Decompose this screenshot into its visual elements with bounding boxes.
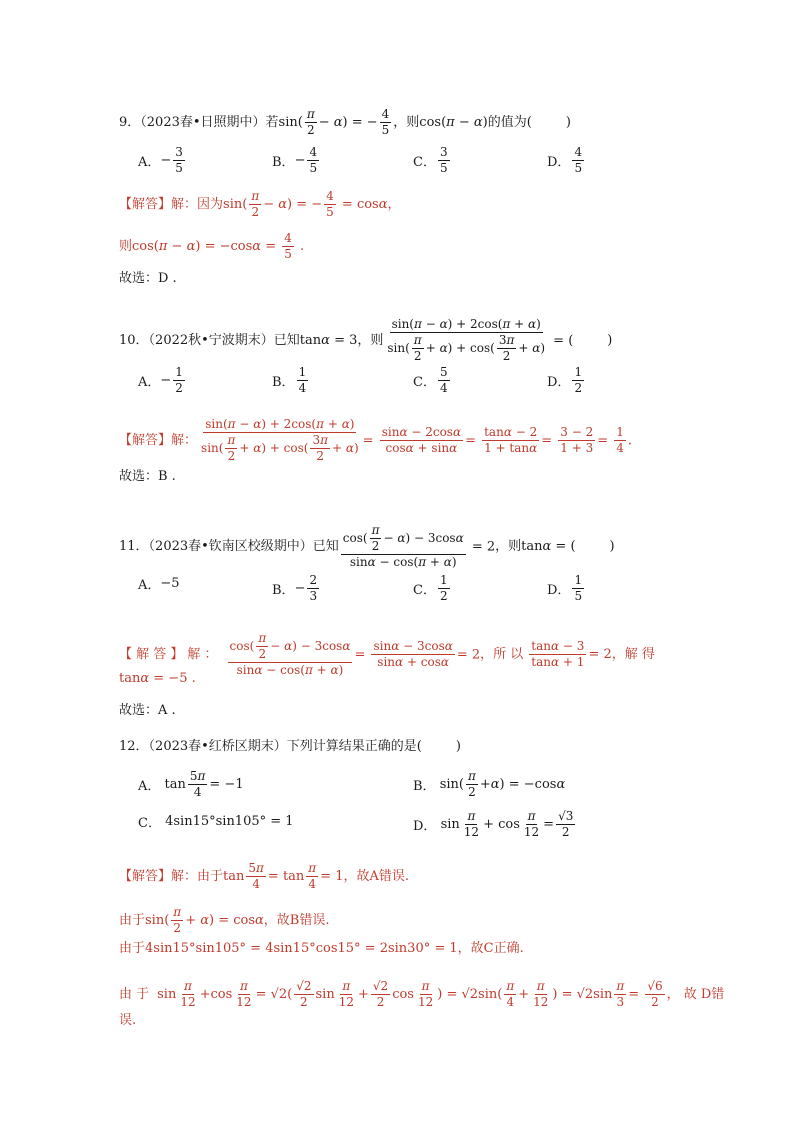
q12-option-a[interactable]: A． tan $\frac{5\pi}{4}$ = −1 <box>138 769 244 800</box>
q11-solution-eq: cos( $\frac{\pi}{2}$ − α) − 3cosα sinα − cos(π + α) = $\frac{\sin\alpha - 3\cos\alpha}{\sin\alpha + \cos\alpha}$ = 2 <box>229 631 481 678</box>
q11-option-c[interactable]: C． $\frac{1}{2}$ <box>413 573 448 604</box>
q12-option-label: A． <box>138 779 161 795</box>
q11-solution-post: ，解 得 <box>611 647 655 663</box>
q9-option-label: C． <box>413 155 436 171</box>
q10-solution <box>119 418 632 464</box>
q11-option-label: B． <box>272 583 295 599</box>
q10-option-c[interactable]: C． $\frac{5}{4}$ <box>413 365 448 396</box>
q11-option-label: A． <box>138 578 161 593</box>
q11-option-value: −5 <box>160 576 180 591</box>
q12-solution-line4 <box>119 980 724 1009</box>
q12-stem-close: ) <box>455 739 461 754</box>
q12-solution-line1 <box>119 862 409 891</box>
q10-option-label: C． <box>413 375 436 391</box>
q12-sol2-pre: 由于 <box>119 913 146 929</box>
q11-solution-mid: ，所 以 <box>480 647 524 663</box>
q11-stem-pre: 11．（2023春•钦南区校级期中）已知 <box>119 539 339 555</box>
q11-solution-pre: 解 ： <box>187 647 218 663</box>
q12-option-value: 4sin15°sin105° = 1 <box>165 814 294 829</box>
q9-option-b[interactable]: B． − $\frac{4}{5}$ <box>272 145 318 176</box>
q11-solution-line2: tan α = −5 . <box>119 671 196 686</box>
solution-tag: 【解答】 <box>119 197 172 213</box>
q9-stem-mid: ，则 <box>393 115 420 131</box>
q11-option-a[interactable] <box>138 574 180 593</box>
q11-option-label: C． <box>413 583 436 599</box>
q10-option-b[interactable]: B． $\frac{1}{4}$ <box>272 365 307 396</box>
q11-stem-mid: ，则 <box>495 539 522 555</box>
q10-option-label: D． <box>547 375 571 391</box>
q12-sol4-eq: sin $\frac{\pi}{12}$ +cos $\frac{\pi}{12}$ = √2( $\frac{√2}{2}$ sin $\frac{\pi}{12}$ + $\frac{√2}{2}$ cos $\frac{\pi}{12}$ ) = √2sin( $\frac{\pi}{4}$ + $\frac{\pi}{12}$ ) = √2sin $\frac{\pi}{3}$ = $\frac{√6}{2}$ <box>157 979 663 1010</box>
q11-stem <box>119 524 615 570</box>
q11-stem-close: ) <box>609 539 615 555</box>
q11-expr: cos( $\frac{\pi}{2}$ − α) − 3cosα sinα − cos(π + α) = 2 <box>342 523 496 570</box>
solution-tag: 【解答】 <box>119 433 172 449</box>
q10-stem-mid: ，则 <box>357 333 384 349</box>
q12-sol2-post: ，故B错误. <box>263 913 330 929</box>
q11-target: tanα = ( <box>521 539 576 555</box>
q12-option-label: C． <box>138 816 161 831</box>
q9-given: sin( $\frac{\pi}{2}$ − α) = − $\frac{4}{5}$ <box>278 107 390 138</box>
q9-solution-line2 <box>119 232 304 261</box>
q10-option-d[interactable]: D． $\frac{1}{2}$ <box>547 365 583 396</box>
q12-solution-line2 <box>119 906 329 935</box>
q12-solution-wrap: 误. <box>119 1013 137 1028</box>
q10-option-label: A． <box>138 375 161 391</box>
q11-solution-line1 <box>119 632 655 678</box>
solution-tag: 【解答】 <box>119 869 172 885</box>
q12-sol1-post: ，故A错误. <box>343 869 410 885</box>
q9-stem-pre: 9．（2023春•日照期中）若 <box>119 115 279 131</box>
q10-expr: sin(π − α) + 2cos(π + α) sin( $\frac{\pi}{2}$ + α) + cos( $\frac{3\pi}{2}$ + α) = ( <box>387 317 574 364</box>
q9-option-label: B． <box>272 155 295 171</box>
q12-option-d[interactable]: D． sin $\frac{\pi}{12}$ + cos $\frac{\pi}{12}$ = $\frac{√3}{2}$ <box>413 809 574 840</box>
q12-sol4-pre: 由 于 <box>119 987 150 1003</box>
q12-option-label: D． <box>413 819 437 835</box>
q9-stem-close: ) <box>565 115 571 131</box>
q12-option-b[interactable]: B． sin( $\frac{\pi}{2}$ + α ) = −cos α <box>413 769 566 800</box>
q9-option-a[interactable]: A． − $\frac{3}{5}$ <box>138 145 183 176</box>
q12-option-label: B． <box>413 779 436 795</box>
q10-stem <box>119 318 612 364</box>
q10-solution-pre: 解： <box>171 433 198 449</box>
q11-solution-eq2: $\frac{\tan\alpha - 3}{\tan\alpha + 1}$ = 2 <box>531 639 612 670</box>
q9-solution-eq2: cos(π − α) = −cosα = $\frac{4}{5}$ . <box>132 231 305 262</box>
q9-solution-pre: 解：因为 <box>171 197 224 213</box>
q10-stem-close: ) <box>607 333 613 349</box>
q12-sol4-post: ， 故 D错 <box>666 987 725 1003</box>
q10-solution-eq: sin(π − α) + 2cos(π + α) sin( $\frac{\pi}{2}$ + α) + cos( $\frac{3\pi}{2}$ + α) = $\frac{\sin\alpha - 2\cos\alpha}{\cos\alpha + \sin\alpha}$ = $\frac{\tan\alpha - 2}{1 + \tan\alpha}$ = $\frac{3 - 2}{1 + 3}$ = $\frac{1}{4}$ . <box>201 417 633 464</box>
q12-sol1-pre: 解：由于 <box>171 869 224 885</box>
q11-choice: 故选：A . <box>119 703 176 718</box>
q9-option-d[interactable]: D． $\frac{4}{5}$ <box>547 145 583 176</box>
q9-stem <box>119 108 571 137</box>
q10-option-label: B． <box>272 375 295 391</box>
q12-solution-line3 <box>119 942 524 955</box>
q12-sol3-pre: 由于 <box>119 941 146 956</box>
q10-option-a[interactable]: A． − $\frac{1}{2}$ <box>138 365 183 396</box>
q9-target: cos(π − α) <box>419 115 488 131</box>
q12-sol2-eq: sin( $\frac{\pi}{2}$ + α) = cosα <box>145 905 264 936</box>
solution-tag: 【 解 答 】 <box>119 647 184 663</box>
q9-option-label: D． <box>547 155 571 171</box>
q12-sol3-post: ，故C正确. <box>457 941 524 956</box>
q12-sol3-eq: 4sin15°sin105° = 4sin15°cos15° = 2sin30° = 1 <box>145 941 458 956</box>
q9-option-label: A． <box>138 155 161 171</box>
q10-choice: 故选：B . <box>119 469 176 484</box>
q11-option-label: D． <box>547 583 571 599</box>
q12-stem-text: 12．（2023春•红桥区期末）下列计算结果正确的是( <box>119 739 422 754</box>
q11-option-d[interactable]: D． $\frac{1}{5}$ <box>547 573 583 604</box>
q10-stem-pre: 10．（2022秋•宁波期末）已知 <box>119 333 300 349</box>
q9-solution-eq1: sin( $\frac{\pi}{2}$ − α) = − $\frac{4}{5}$ = cosα， <box>223 189 401 220</box>
q12-stem <box>119 740 461 753</box>
q9-option-c[interactable]: C． $\frac{3}{5}$ <box>413 145 448 176</box>
q11-option-b[interactable]: B． − $\frac{2}{3}$ <box>272 573 318 604</box>
q10-given: tanα = 3 <box>299 333 358 349</box>
q9-solution-line1 <box>119 190 401 219</box>
q9-choice: 故选：D . <box>119 271 177 286</box>
q12-sol1-eq: tan $\frac{5\pi}{4}$ = tan $\frac{\pi}{4}$ = 1 <box>223 861 344 892</box>
q12-option-c[interactable] <box>138 812 294 831</box>
q9-solution-pre2: 则 <box>119 239 133 255</box>
q9-stem-post: 的值为( <box>487 115 532 131</box>
